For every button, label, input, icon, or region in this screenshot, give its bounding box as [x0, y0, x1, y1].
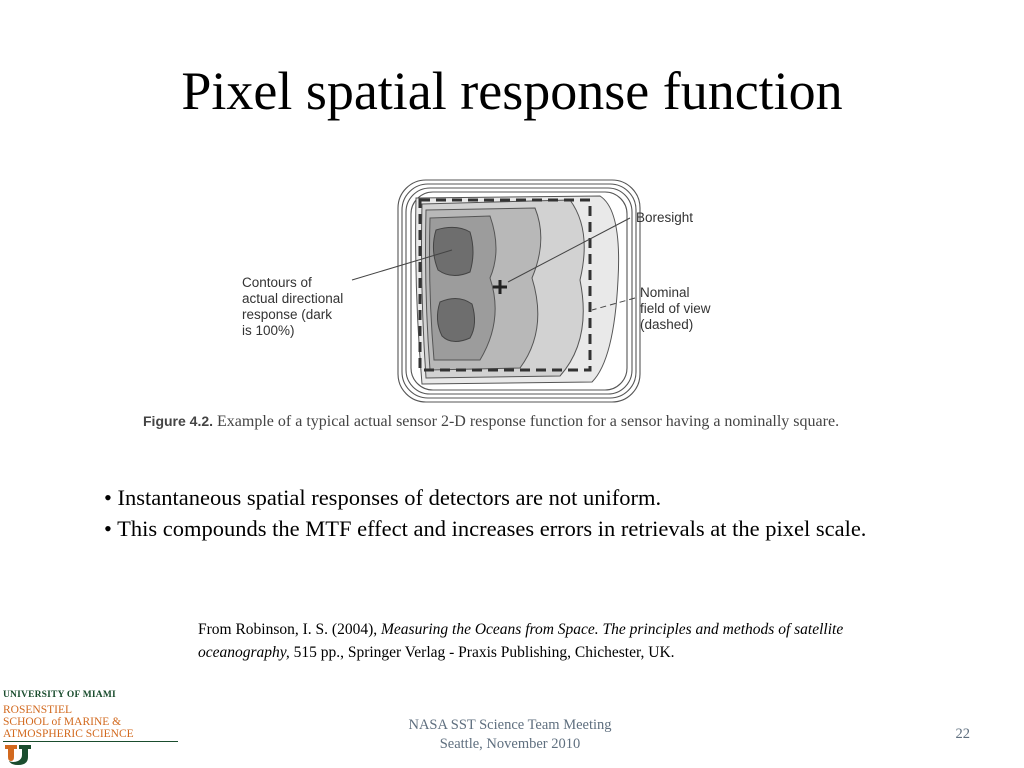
bullet-list — [104, 482, 904, 544]
figure-caption-label: Figure 4.2. — [143, 413, 214, 429]
peak-response-lower — [437, 298, 474, 341]
figure-caption — [143, 411, 853, 432]
reference-suffix: 515 pp., Springer Verlag - Praxis Publishing, Chichester, UK. — [289, 644, 675, 661]
bullet-item: • This compounds the MTF effect and increases errors in retrievals at the pixel scale. — [104, 516, 867, 541]
reference-title: Measuring the Oceans from Space. The principles and methods of satellite oceanography, — [198, 621, 844, 661]
logo-divider — [3, 741, 178, 742]
slide-title: Pixel spatial response function — [181, 61, 843, 121]
footer-line-1: NASA SST Science Team Meeting — [408, 717, 612, 733]
reference-citation — [198, 618, 848, 664]
figure-caption-text: Example of a typical actual sensor 2-D response function for a sensor having a nominally square. — [217, 413, 840, 430]
rsmas-logo — [3, 690, 183, 768]
boresight-label: Boresight — [636, 210, 694, 225]
page-number: 22 — [955, 726, 970, 742]
bullet-item: • Instantaneous spatial responses of detectors are not uniform. — [104, 485, 662, 510]
nominal-label: Nominal field of view (dashed) — [640, 285, 711, 332]
footer-line-2: Seattle, November 2010 — [439, 736, 581, 752]
peak-response-upper — [433, 227, 473, 275]
logo-line-2: SCHOOL of MARINE & — [3, 716, 122, 728]
logo-university: UNIVERSITY OF MIAMI — [3, 690, 116, 700]
logo-line-3: ATMOSPHERIC SCIENCE — [3, 728, 134, 740]
logo-line-1: ROSENSTIEL — [3, 704, 72, 716]
reference-prefix: From Robinson, I. S. (2004), — [198, 621, 381, 638]
slide-footer — [380, 716, 640, 754]
u-logo-icon — [3, 745, 43, 765]
contours-label: Contours of actual directional response (dark is 100%) — [242, 275, 344, 338]
response-function-figure — [140, 170, 860, 460]
